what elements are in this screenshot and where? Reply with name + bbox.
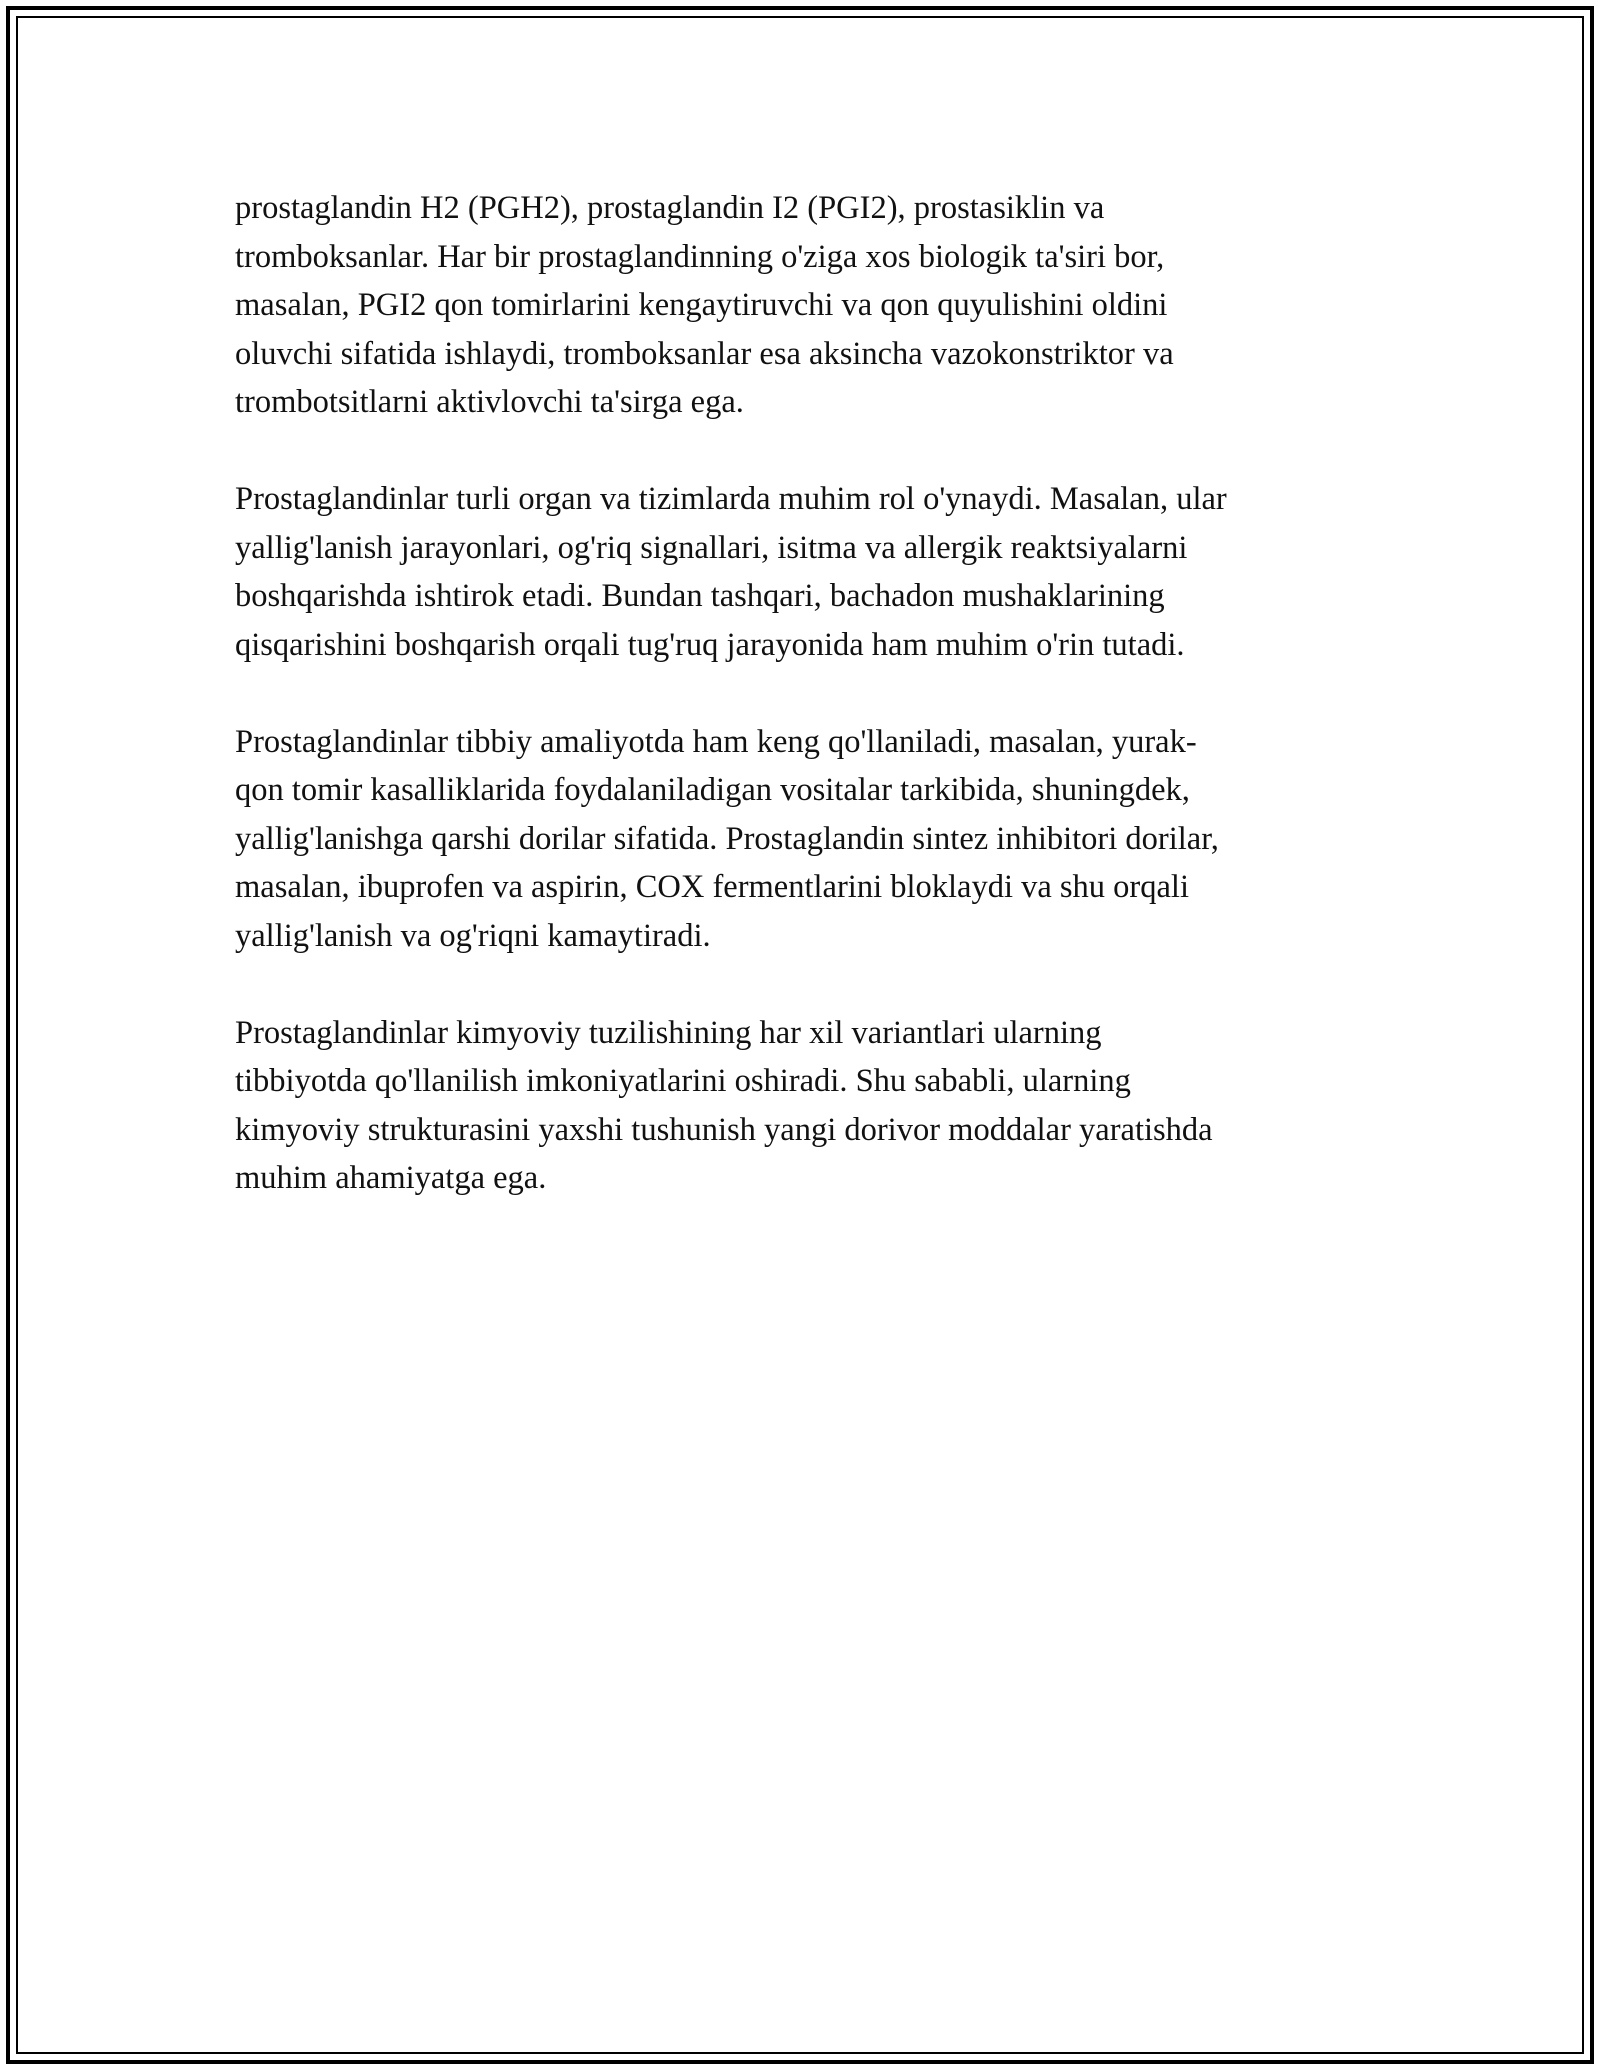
paragraph-chemical-structure xyxy=(235,1009,1375,1203)
text-line: qon tomir kasalliklarida foydalaniladigan vositalar tarkibida, shuningdek, xyxy=(235,772,1190,808)
text-line: trombotsitlarni aktivlovchi ta'sirga ega. xyxy=(235,384,744,420)
text-line: Prostaglandinlar tibbiy amaliyotda ham keng qo'llaniladi, masalan, yurak- xyxy=(235,723,1197,760)
paragraph-roles xyxy=(235,475,1375,669)
paragraph-prostaglandin-types xyxy=(235,184,1375,427)
text-line: qisqarishini boshqarish orqali tug'ruq jarayonida ham muhim o'rin tutadi. xyxy=(235,626,1185,663)
text-line: boshqarishda ishtirok etadi. Bundan tashqari, bachadon mushaklarining xyxy=(235,578,1165,614)
text-line: tromboksanlar. Har bir prostaglandinning o'ziga xos biologik ta'siri bor, xyxy=(235,238,1165,275)
text-line: muhim ahamiyatga ega. xyxy=(235,1160,547,1196)
text-line: kimyoviy strukturasini yaxshi tushunish yangi dorivor moddalar yaratishda xyxy=(235,1111,1213,1148)
text-line: masalan, ibuprofen va aspirin, COX fermentlarini bloklaydi va shu orqali xyxy=(235,869,1189,905)
text-line: oluvchi sifatida ishlaydi, tromboksanlar esa aksincha vazokonstriktor va xyxy=(235,335,1174,372)
document-body xyxy=(235,184,1375,1251)
text-line: tibbiyotda qo'llanilish imkoniyatlarini oshiradi. Shu sababli, ularning xyxy=(235,1063,1131,1099)
text-line: yallig'lanishga qarshi dorilar sifatida. Prostaglandin sintez inhibitori dorilar, xyxy=(235,820,1219,857)
paragraph-medical-use xyxy=(235,718,1375,961)
text-line: Prostaglandinlar kimyoviy tuzilishining har xil variantlari ularning xyxy=(235,1014,1102,1051)
text-line: masalan, PGI2 qon tomirlarini kengaytiruvchi va qon quyulishini oldini xyxy=(235,287,1168,323)
text-line: Prostaglandinlar turli organ va tizimlarda muhim rol o'ynaydi. Masalan, ular xyxy=(235,481,1227,517)
text-line: yallig'lanish va og'riqni kamaytiradi. xyxy=(235,917,711,954)
text-line: yallig'lanish jarayonlari, og'riq signallari, isitma va allergik reaktsiyalarni xyxy=(235,529,1188,566)
text-line: prostaglandin H2 (PGH2), prostaglandin I2 (PGI2), prostasiklin va xyxy=(235,190,1105,226)
